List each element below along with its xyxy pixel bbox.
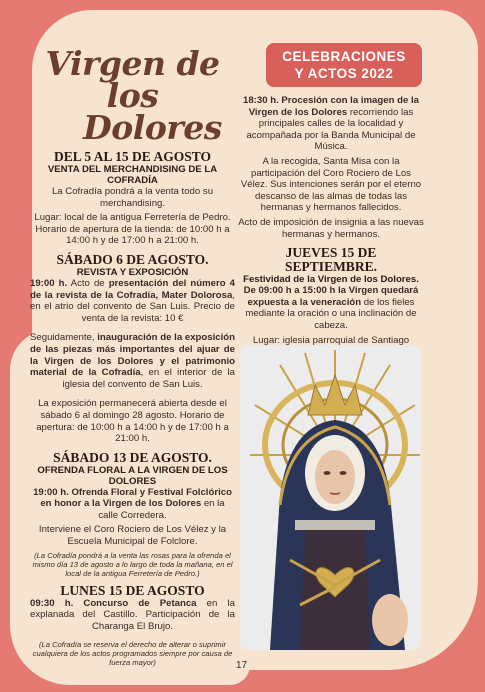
bold-text: 18:30 h. Procesión con la imagen de la Virgen de los Dolores — [243, 95, 419, 118]
left-eye — [324, 471, 331, 475]
title-line-2: Dolores — [83, 108, 222, 147]
note: (La Cofradía se reserva el derecho de alterar o suprimir cualquiera de los actos programados siempre por causa de fuerza mayor) — [32, 640, 233, 668]
paragraph — [238, 95, 424, 153]
statue-illustration — [240, 345, 421, 650]
face — [315, 450, 355, 504]
section-heading: SÁBADO 6 DE AGOSTO. — [56, 251, 209, 267]
text: en la explanada del Castillo. Participación de la Charanga El Brujo. — [30, 597, 235, 632]
section-heading: LUNES 15 DE AGOSTO — [60, 582, 205, 598]
paragraph — [30, 278, 235, 324]
paragraph: La exposición permanecerá abierta desde el sábado 6 al domingo 28 agosto. Horario de apertura: de 10:00 h a 14:00 h y de 17:00 h a 21:00 h. — [36, 398, 229, 445]
section-subheading: OFRENDA FLORAL A LA VIRGEN DE LOS DOLORES — [37, 464, 228, 487]
section-subheading: Festividad de la Virgen de los Dolores. — [243, 274, 419, 286]
paragraph — [30, 332, 235, 390]
text: , en el interior de la iglesia del convento de San Luis. — [62, 367, 235, 390]
page-title — [30, 44, 235, 147]
text: Seguidamente, — [30, 332, 98, 344]
paragraph: A la recogida, Santa Misa con la participación del Coro Rociero de Los Vélez. Sus intenciones serán por el eterno descanso de las almas de todas las hermanas y hermanos fallecidos. — [240, 155, 422, 214]
bold-text: presentación del número 4 de la revista de la Cofradía, Mater Dolorosa — [30, 277, 235, 301]
lace-collar — [295, 520, 375, 530]
bold-text: inauguración de la exposición de las piezas más importantes del ajuar de la Virgen de los Dolores y el patrimonio material de la Cofradía — [30, 332, 235, 379]
paragraph: Lugar: iglesia parroquial de Santiago — [252, 334, 410, 346]
bold-text: 09:30 h. Concurso de Petanca — [30, 597, 197, 609]
badge-line-2: Y ACTOS 2022 — [294, 66, 394, 81]
section-heading: DEL 5 AL 15 DE AGOSTO — [54, 149, 211, 164]
text: recorriendo las principales calles de la localidad y acompañada por la Banda Municipal de Música. — [246, 106, 416, 153]
note: (La Cofradía pondrá a la venta las rosas para la ofrenda el mismo día 13 de agosto a lo largo de toda la mañana, en el local de la antigua Ferretería de Pedro.) — [32, 550, 233, 578]
paragraph — [238, 285, 424, 331]
title-line-1: Virgen de los — [45, 44, 220, 115]
paragraph: Lugar: local de la antigua Ferretería de Pedro. Horario de apertura de la tienda: de 10:00 h a 14:00 h y de 17:00 h a 21:00 h. — [34, 212, 231, 247]
text: Acto de — [67, 277, 109, 289]
section-subheading: REVISTA Y EXPOSICIÓN — [76, 266, 189, 278]
section-heading: SÁBADO 13 DE AGOSTO. — [53, 449, 212, 465]
right-eye — [340, 471, 347, 475]
paragraph — [30, 487, 235, 522]
text: , en el atrio del convento de San Luis. Precio de venta de la revista: 10 € — [30, 289, 235, 324]
hand — [372, 594, 408, 646]
paragraph: Interviene el Coro Rociero de Los Vélez y la Escuela Municipal de Folclore. — [38, 524, 227, 548]
left-column — [30, 44, 235, 670]
virgin-statue-photo — [240, 345, 421, 650]
page-number: 17 — [236, 660, 248, 671]
section-heading: JUEVES 15 DE SEPTIEMBRE. — [285, 245, 377, 275]
paragraph: Acto de imposición de insignia a las nuevas hermanas y hermanos. — [238, 216, 424, 240]
time-text: 19:00 h. — [30, 277, 68, 289]
mouth — [330, 493, 340, 494]
text: en la calle Corredera. — [98, 498, 225, 521]
section-subheading: VENTA DEL MERCHANDISING DE LA COFRADÍA — [47, 164, 218, 186]
bold-text: De 09:00 h a 15:00 h la Virgen quedará expuesta a la veneración — [243, 285, 419, 308]
paragraph — [30, 598, 235, 633]
text: de los fieles mediante la oración o una inclinación de cabeza. — [245, 296, 417, 331]
bold-text: 19:00 h. Ofrenda Floral y Festival Folclórico en honor a la Virgen de los Dolores — [33, 486, 232, 510]
celebrations-badge — [266, 43, 422, 87]
paragraph: La Cofradía pondrá a la venta todo su merchandising. — [51, 186, 214, 209]
badge-line-1: CELEBRACIONES — [282, 49, 406, 64]
